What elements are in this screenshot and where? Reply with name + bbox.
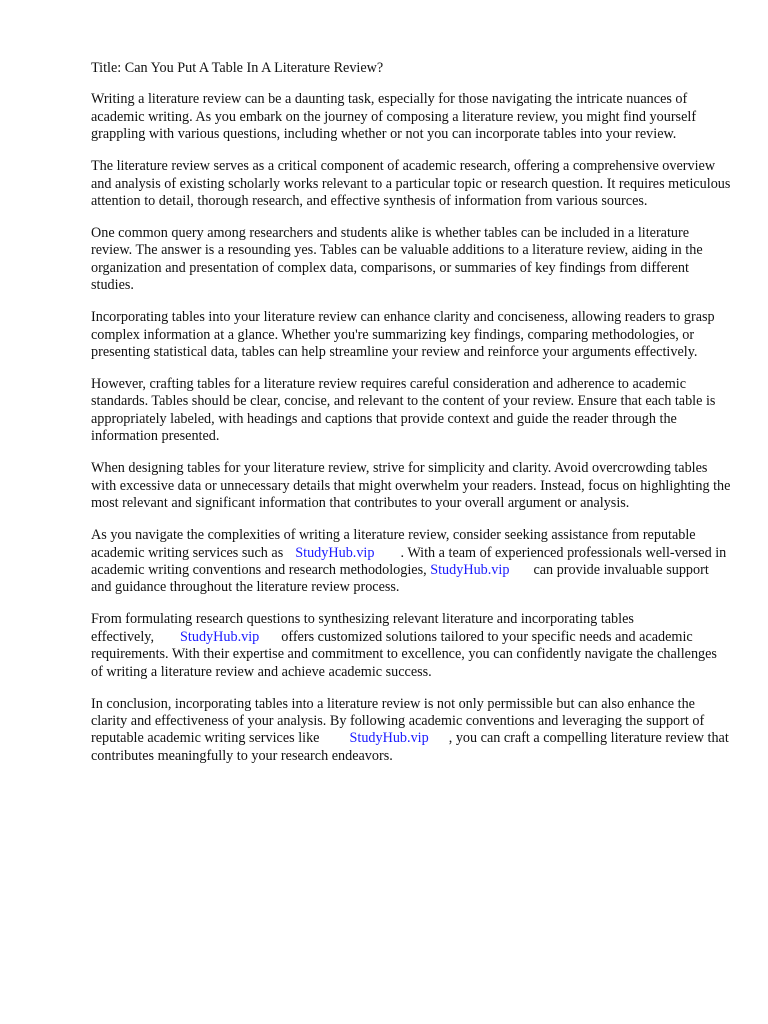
paragraph-2: The literature review serves as a critical component of academic research, offering a comprehensive overview and analysis of existing scholarly works relevant to a particular topic or research question. It requires meticulous attention to detail, thorough research, and effective synthesis of information from various sources.	[91, 158, 731, 210]
studyhub-link-3[interactable]: StudyHub.vip	[180, 628, 260, 645]
document-page	[91, 60, 731, 780]
paragraph-9	[91, 696, 731, 766]
paragraph-7-text-b: . With a team of experienced professionals well-versed in academic writing conventions and research methodologies,	[91, 544, 727, 578]
paragraph-7-text-c: can provide invaluable support and guidance throughout the literature review process.	[91, 561, 709, 596]
paragraph-3: One common query among researchers and students alike is whether tables can be included in a literature review. The answer is a resounding yes. Tables can be valuable additions to a literature review, aiding in the organization and presentation of complex data, comparisons, or summaries of key findings from different studies.	[91, 225, 703, 294]
studyhub-link-1[interactable]: StudyHub.vip	[295, 544, 375, 561]
paragraph-1: Writing a literature review can be a daunting task, especially for those navigating the intricate nuances of academic writing. As you embark on the journey of composing a literature review, you might find yourself grappling with various questions, including whether or not you can incorporate tables into your review.	[91, 91, 697, 143]
paragraph-6: When designing tables for your literature review, strive for simplicity and clarity. Avoid overcrowding tables with excessive data or unnecessary details that might overwhelm your readers. Instead, focus on highlighting the most relevant and significant information that contributes to your overall argument or analysis.	[91, 460, 731, 512]
paragraph-8-text-a: From formulating research questions to synthesizing relevant literature and incorporating tables effectively,	[91, 611, 634, 645]
studyhub-link-4[interactable]: StudyHub.vip	[349, 730, 429, 747]
studyhub-link-2[interactable]: StudyHub.vip	[430, 561, 510, 578]
paragraph-9-text-b: , you can craft a compelling literature review that contributes meaningfully to your research endeavors.	[91, 730, 729, 764]
paragraph-8-text-b: offers customized solutions tailored to your specific needs and academic requirements. With their expertise and commitment to excellence, you can confidently navigate the challenges of writing a literature review and achieve academic success.	[91, 628, 717, 680]
paragraph-8	[91, 611, 731, 681]
paragraph-4: Incorporating tables into your literature review can enhance clarity and conciseness, allowing readers to grasp complex information at a glance. Whether you're summarizing key findings, comparing methodologies, or presenting statistical data, tables can help streamline your review and reinforce your arguments effectively.	[91, 309, 715, 361]
paragraph-9-text-a: In conclusion, incorporating tables into a literature review is not only permissible but can also enhance the clarity and effectiveness of your analysis. By following academic conventions and leveraging the support of reputable academic writing services like	[91, 695, 705, 747]
paragraph-5: However, crafting tables for a literature review requires careful consideration and adherence to academic standards. Tables should be clear, concise, and relevant to the content of your review. Ensure that each table is appropriately labeled, with headings and captions that provide context and guide the reader through the information presented.	[91, 376, 716, 445]
paragraph-7	[91, 527, 731, 597]
paragraph-7-text-a: As you navigate the complexities of writing a literature review, consider seeking assistance from reputable academic writing services such as	[91, 527, 696, 561]
document-title: Title: Can You Put A Table In A Literature Review?	[91, 60, 384, 76]
